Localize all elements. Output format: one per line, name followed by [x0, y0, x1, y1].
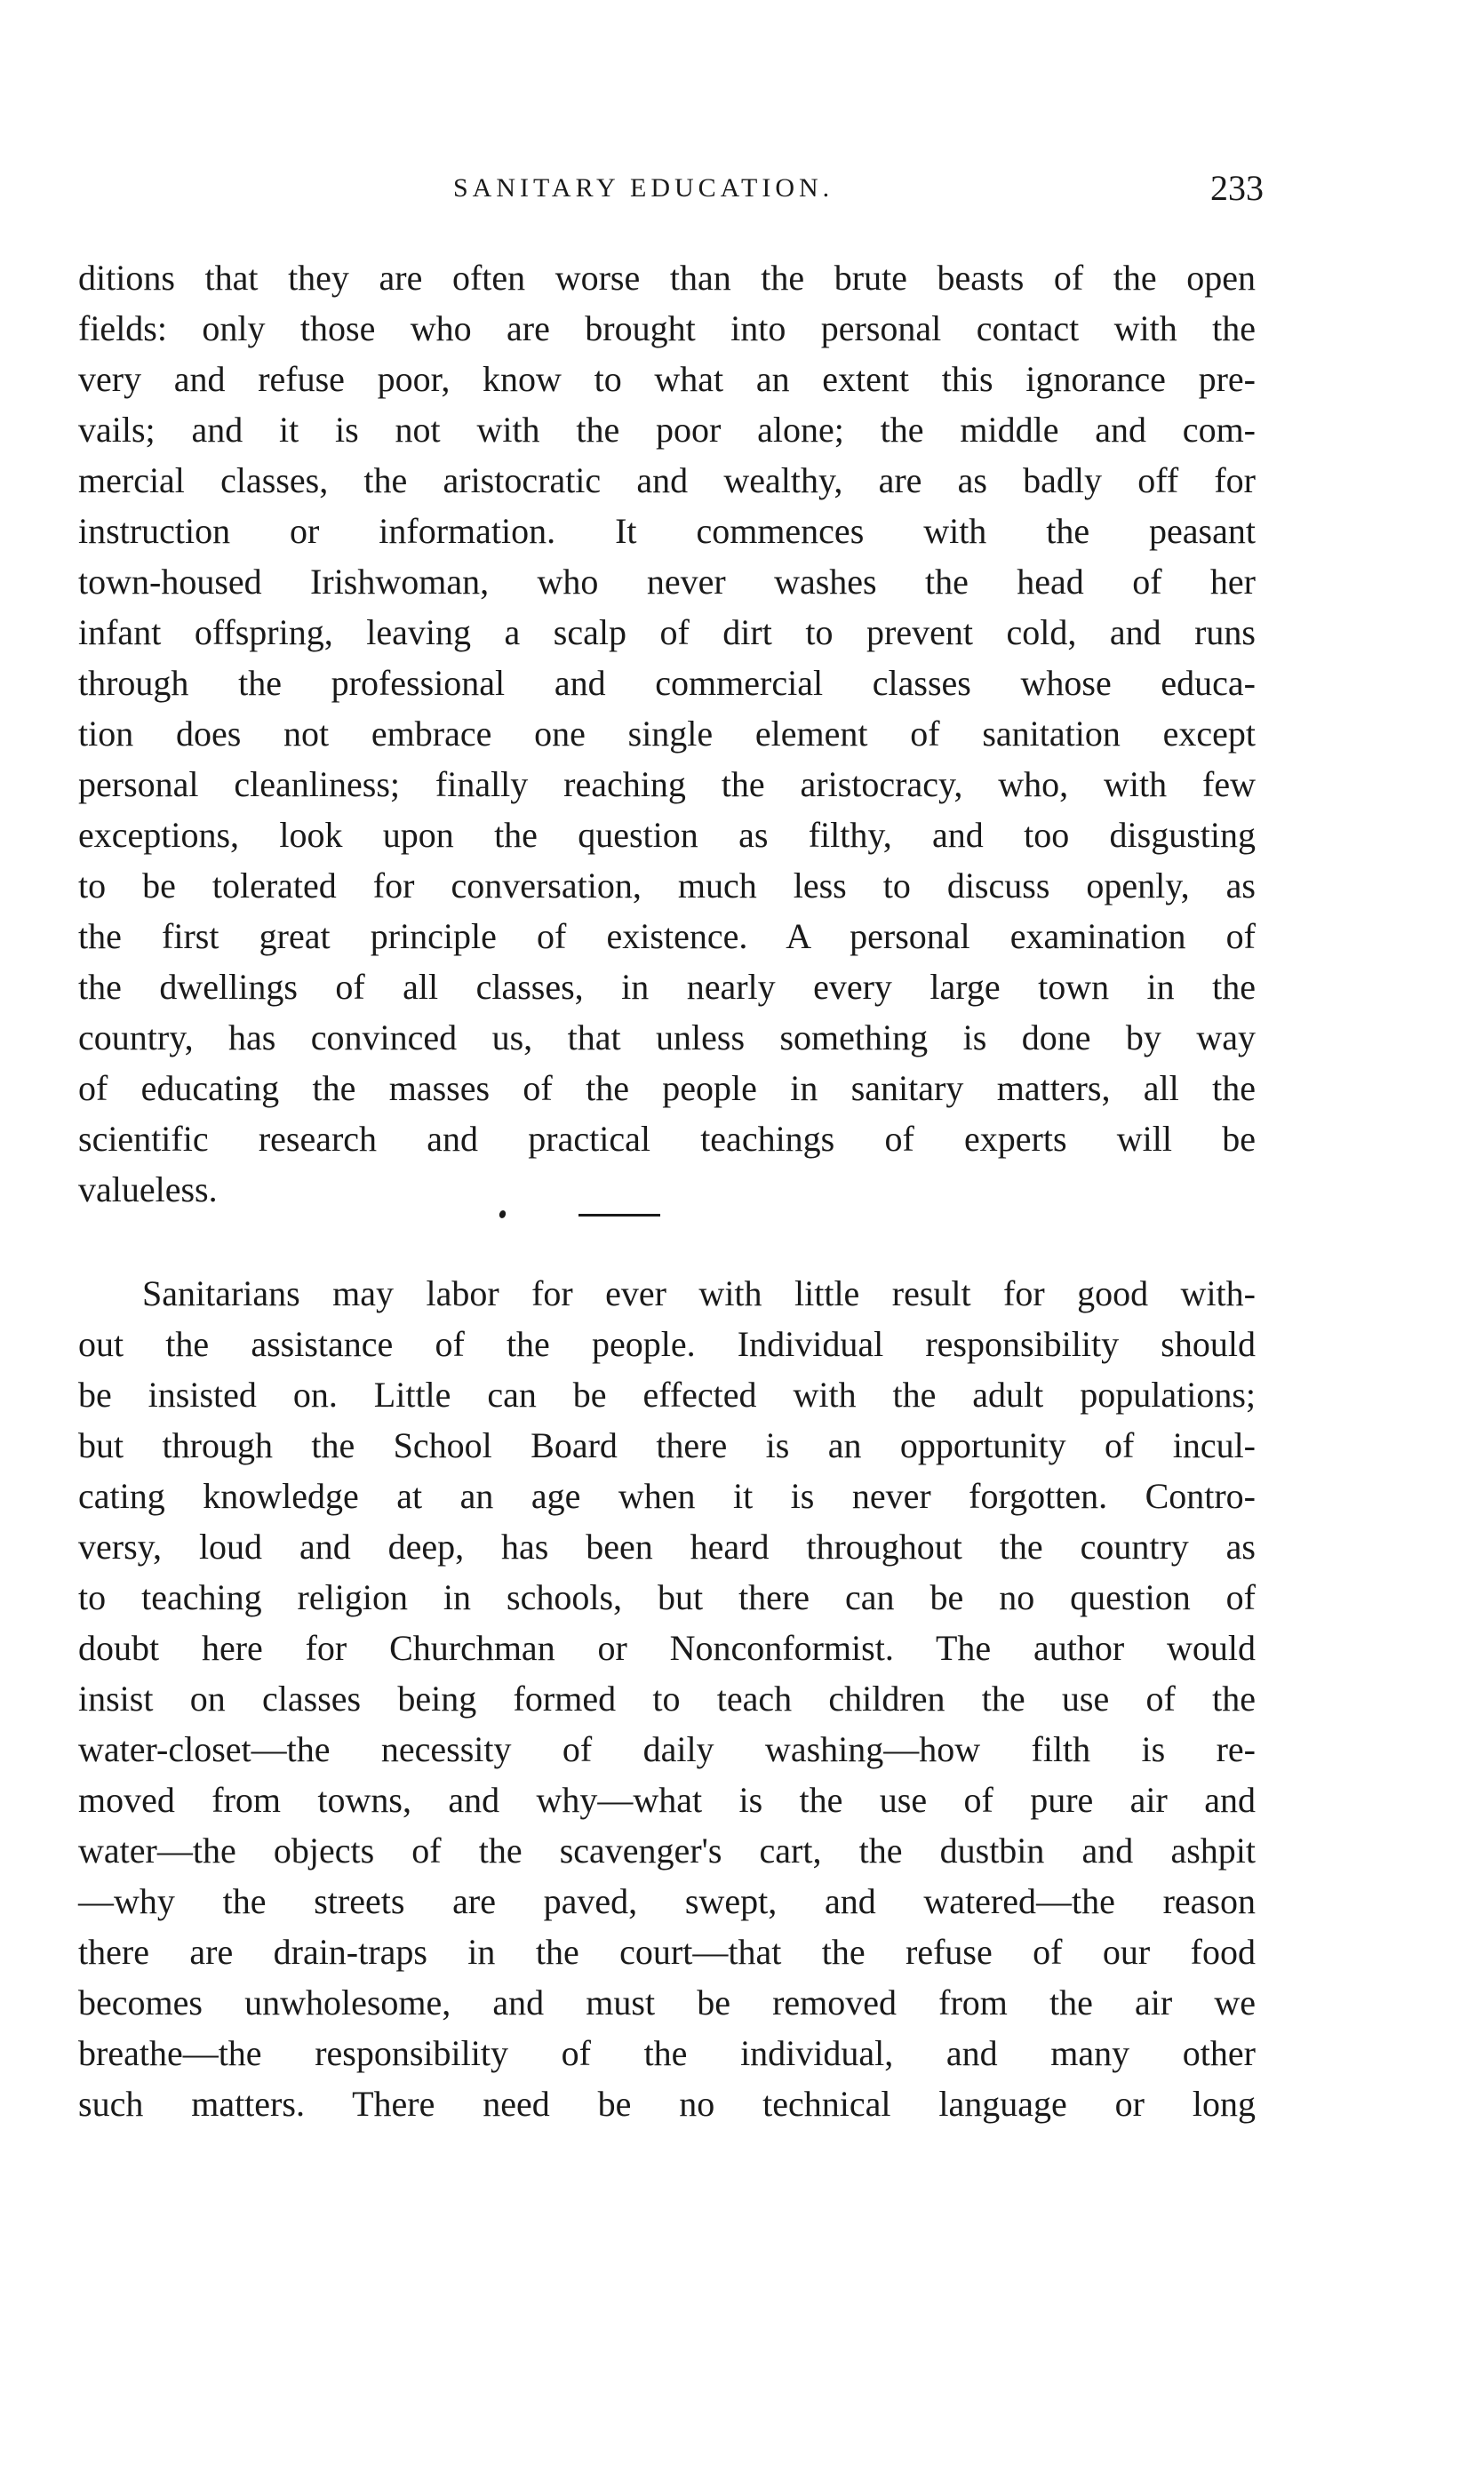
text-line: vails; and it is not with the poor alone; the middle and com- — [78, 410, 1256, 450]
text-line: out the assistance of the people. Individual responsibility should — [78, 1324, 1256, 1364]
running-head: SANITARY EDUCATION. — [453, 173, 834, 203]
text-line: versy, loud and deep, has been heard throughout the country as — [78, 1527, 1256, 1567]
text-line: water-closet—the necessity of daily washing—how filth is re- — [78, 1729, 1256, 1769]
text-line: very and refuse poor, know to what an extent this ignorance pre- — [78, 359, 1256, 399]
section-divider-dot — [499, 1209, 507, 1219]
text-line: country, has convinced us, that unless something is done by way — [78, 1017, 1256, 1057]
text-line: Sanitarians may labor for ever with little result for good with- — [142, 1273, 1256, 1313]
text-line: scientific research and practical teachings of experts will be — [78, 1119, 1256, 1159]
text-line: valueless. — [78, 1169, 218, 1209]
text-line: the first great principle of existence. A personal examination of — [78, 916, 1256, 956]
text-line: to be tolerated for conversation, much less to discuss openly, as — [78, 866, 1256, 905]
text-line: be insisted on. Little can be effected with the adult populations; — [78, 1375, 1256, 1415]
text-line: —why the streets are paved, swept, and watered—the reason — [78, 1881, 1256, 1921]
text-line: infant offspring, leaving a scalp of dirt to prevent cold, and runs — [78, 612, 1256, 652]
text-line: doubt here for Churchman or Nonconformist. The author would — [78, 1628, 1256, 1668]
text-line: tion does not embrace one single element of sanitation except — [78, 714, 1256, 754]
text-line: town-housed Irishwoman, who never washes the head of her — [78, 562, 1256, 602]
paragraph-continued — [78, 252, 1256, 1215]
text-line: insist on classes being formed to teach children the use of the — [78, 1679, 1256, 1719]
text-line: such matters. There need be no technical language or long — [78, 2084, 1256, 2124]
text-line: mercial classes, the aristocratic and wealthy, are as badly off for — [78, 460, 1256, 500]
text-line: fields: only those who are brought into personal contact with the — [78, 308, 1256, 348]
text-line: instruction or information. It commences with the peasant — [78, 511, 1256, 551]
text-line: through the professional and commercial classes whose educa- — [78, 663, 1256, 703]
text-line: there are drain-traps in the court—that the refuse of our food — [78, 1932, 1256, 1972]
text-line: moved from towns, and why—what is the use of pure air and — [78, 1780, 1256, 1820]
text-line: breathe—the responsibility of the individual, and many other — [78, 2033, 1256, 2073]
text-line: but through the School Board there is an opportunity of incul- — [78, 1425, 1256, 1465]
text-line: cating knowledge at an age when it is never forgotten. Contro- — [78, 1476, 1256, 1516]
paragraph — [78, 1268, 1256, 2129]
text-line: of educating the masses of the people in sanitary matters, all the — [78, 1068, 1256, 1108]
text-line: ditions that they are often worse than the brute beasts of the open — [78, 258, 1256, 298]
page-number: 233 — [1210, 168, 1264, 208]
text-line: water—the objects of the scavenger's cart, the dustbin and ashpit — [78, 1831, 1256, 1871]
text-line: personal cleanliness; finally reaching the aristocracy, who, with few — [78, 764, 1256, 804]
text-line: exceptions, look upon the question as filthy, and too disgusting — [78, 815, 1256, 855]
text-line: the dwellings of all classes, in nearly every large town in the — [78, 967, 1256, 1007]
text-line: becomes unwholesome, and must be removed from the air we — [78, 1982, 1256, 2022]
text-line: to teaching religion in schools, but there can be no question of — [78, 1577, 1256, 1617]
section-divider-rule — [578, 1214, 660, 1217]
